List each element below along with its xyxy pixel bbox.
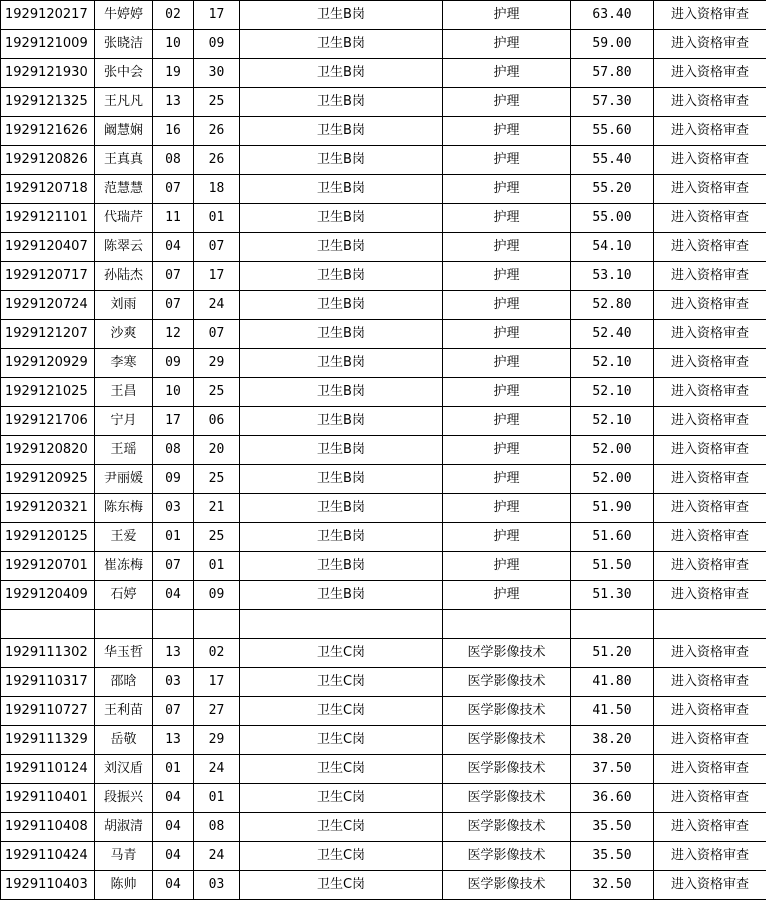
cell-major: 护理 [443,146,571,175]
cell-major: 护理 [443,407,571,436]
cell-status: 进入资格审查 [654,204,766,233]
cell-exam-id: 1929120925 [1,465,95,494]
cell-major: 护理 [443,523,571,552]
cell-post: 卫生B岗 [240,204,443,233]
cell-name: 陈帅 [95,871,153,900]
table-row [1,117,766,146]
cell-name: 王真真 [95,146,153,175]
cell-name: 张中会 [95,59,153,88]
table-row [1,581,766,610]
cell-room: 08 [153,146,194,175]
cell-status: 进入资格审查 [654,291,766,320]
cell-status: 进入资格审查 [654,465,766,494]
cell-room [153,610,194,639]
cell-status: 进入资格审查 [654,233,766,262]
cell-score: 55.20 [571,175,654,204]
cell-score: 55.00 [571,204,654,233]
cell-seat: 02 [194,639,240,668]
cell-score: 51.90 [571,494,654,523]
cell-major: 护理 [443,581,571,610]
cell-seat: 01 [194,204,240,233]
cell-exam-id [1,610,95,639]
cell-exam-id: 1929110424 [1,842,95,871]
cell-major: 医学影像技术 [443,668,571,697]
cell-post: 卫生B岗 [240,59,443,88]
cell-major: 护理 [443,233,571,262]
cell-exam-id: 1929111329 [1,726,95,755]
cell-major: 护理 [443,262,571,291]
cell-room: 07 [153,697,194,726]
cell-status: 进入资格审查 [654,494,766,523]
cell-major: 护理 [443,465,571,494]
cell-score: 52.80 [571,291,654,320]
cell-status: 进入资格审查 [654,697,766,726]
cell-post: 卫生B岗 [240,378,443,407]
cell-seat: 25 [194,378,240,407]
cell-room: 02 [153,1,194,30]
table-row [1,291,766,320]
cell-post: 卫生B岗 [240,30,443,59]
cell-post: 卫生C岗 [240,842,443,871]
cell-post [240,610,443,639]
cell-room: 04 [153,233,194,262]
cell-seat: 07 [194,233,240,262]
cell-post: 卫生C岗 [240,668,443,697]
cell-seat: 03 [194,871,240,900]
cell-exam-id: 1929111302 [1,639,95,668]
cell-exam-id: 1929120125 [1,523,95,552]
cell-status: 进入资格审查 [654,871,766,900]
cell-major: 医学影像技术 [443,755,571,784]
cell-post: 卫生B岗 [240,407,443,436]
cell-room: 07 [153,291,194,320]
cell-seat [194,610,240,639]
cell-score: 38.20 [571,726,654,755]
cell-seat: 24 [194,842,240,871]
cell-exam-id: 1929121025 [1,378,95,407]
cell-name: 胡淑清 [95,813,153,842]
cell-seat: 07 [194,320,240,349]
cell-major: 护理 [443,320,571,349]
cell-score: 59.00 [571,30,654,59]
cell-score: 35.50 [571,842,654,871]
cell-exam-id: 1929121930 [1,59,95,88]
cell-post: 卫生C岗 [240,639,443,668]
cell-room: 16 [153,117,194,146]
cell-seat: 09 [194,30,240,59]
cell-seat: 27 [194,697,240,726]
cell-exam-id: 1929120826 [1,146,95,175]
table-row [1,30,766,59]
cell-seat: 25 [194,523,240,552]
cell-name: 范慧慧 [95,175,153,204]
cell-major: 护理 [443,494,571,523]
cell-name: 王利苗 [95,697,153,726]
cell-name: 尹丽媛 [95,465,153,494]
table-row [1,465,766,494]
cell-name: 华玉哲 [95,639,153,668]
table-row [1,407,766,436]
cell-score: 52.00 [571,465,654,494]
cell-status: 进入资格审查 [654,523,766,552]
cell-room: 03 [153,494,194,523]
cell-major: 医学影像技术 [443,697,571,726]
cell-status: 进入资格审查 [654,784,766,813]
cell-exam-id: 1929120407 [1,233,95,262]
table-row [1,175,766,204]
cell-exam-id: 1929110408 [1,813,95,842]
cell-post: 卫生C岗 [240,726,443,755]
cell-status: 进入资格审查 [654,1,766,30]
cell-room: 13 [153,88,194,117]
cell-post: 卫生B岗 [240,233,443,262]
cell-status: 进入资格审查 [654,175,766,204]
cell-exam-id: 1929120718 [1,175,95,204]
table-row [1,784,766,813]
cell-score: 52.00 [571,436,654,465]
cell-score: 52.10 [571,349,654,378]
cell-room: 11 [153,204,194,233]
cell-seat: 17 [194,1,240,30]
cell-seat: 29 [194,726,240,755]
cell-post: 卫生B岗 [240,349,443,378]
cell-major [443,610,571,639]
cell-exam-id: 1929121009 [1,30,95,59]
table-row [1,233,766,262]
cell-exam-id: 1929120217 [1,1,95,30]
cell-major: 医学影像技术 [443,726,571,755]
cell-exam-id: 1929121101 [1,204,95,233]
cell-status: 进入资格审查 [654,639,766,668]
cell-exam-id: 1929120321 [1,494,95,523]
cell-post: 卫生B岗 [240,552,443,581]
cell-name: 宁月 [95,407,153,436]
cell-exam-id: 1929120820 [1,436,95,465]
cell-name: 孙陆杰 [95,262,153,291]
cell-exam-id: 1929120724 [1,291,95,320]
cell-major: 医学影像技术 [443,639,571,668]
table-row [1,842,766,871]
cell-status: 进入资格审查 [654,320,766,349]
table-row [1,494,766,523]
cell-score: 53.10 [571,262,654,291]
cell-major: 护理 [443,552,571,581]
cell-major: 护理 [443,117,571,146]
cell-room: 07 [153,262,194,291]
cell-post: 卫生C岗 [240,755,443,784]
cell-major: 护理 [443,291,571,320]
cell-exam-id: 1929120701 [1,552,95,581]
cell-major: 护理 [443,436,571,465]
cell-room: 07 [153,175,194,204]
cell-score: 51.30 [571,581,654,610]
cell-major: 护理 [443,349,571,378]
blank-separator-row [1,610,766,639]
cell-post: 卫生C岗 [240,871,443,900]
cell-name: 王瑶 [95,436,153,465]
cell-post: 卫生B岗 [240,262,443,291]
cell-status: 进入资格审查 [654,436,766,465]
cell-room: 04 [153,813,194,842]
table-row [1,697,766,726]
cell-exam-id: 1929120929 [1,349,95,378]
cell-post: 卫生B岗 [240,465,443,494]
cell-name: 王爱 [95,523,153,552]
cell-seat: 18 [194,175,240,204]
cell-seat: 29 [194,349,240,378]
cell-status: 进入资格审查 [654,407,766,436]
cell-name: 陈翠云 [95,233,153,262]
cell-seat: 01 [194,784,240,813]
table-row [1,59,766,88]
cell-exam-id: 1929121207 [1,320,95,349]
table-row [1,552,766,581]
cell-status: 进入资格审查 [654,813,766,842]
cell-room: 04 [153,581,194,610]
cell-room: 04 [153,871,194,900]
cell-exam-id: 1929120409 [1,581,95,610]
cell-score: 51.60 [571,523,654,552]
cell-status: 进入资格审查 [654,552,766,581]
table-row [1,146,766,175]
cell-room: 13 [153,639,194,668]
cell-major: 医学影像技术 [443,842,571,871]
cell-exam-id: 1929110124 [1,755,95,784]
cell-name: 邵晗 [95,668,153,697]
cell-room: 03 [153,668,194,697]
cell-score: 36.60 [571,784,654,813]
cell-seat: 26 [194,146,240,175]
cell-room: 07 [153,552,194,581]
cell-major: 护理 [443,378,571,407]
cell-score: 37.50 [571,755,654,784]
cell-seat: 09 [194,581,240,610]
cell-post: 卫生B岗 [240,117,443,146]
cell-status: 进入资格审查 [654,146,766,175]
cell-post: 卫生B岗 [240,320,443,349]
table-row [1,88,766,117]
cell-name: 刘汉盾 [95,755,153,784]
cell-name [95,610,153,639]
cell-name: 陈东梅 [95,494,153,523]
cell-room: 04 [153,842,194,871]
table-row [1,755,766,784]
cell-post: 卫生B岗 [240,523,443,552]
cell-major: 护理 [443,175,571,204]
cell-score: 57.80 [571,59,654,88]
cell-score [571,610,654,639]
cell-exam-id: 1929121626 [1,117,95,146]
cell-status: 进入资格审查 [654,726,766,755]
cell-status: 进入资格审查 [654,349,766,378]
cell-status: 进入资格审查 [654,842,766,871]
cell-status: 进入资格审查 [654,262,766,291]
cell-major: 护理 [443,1,571,30]
cell-score: 63.40 [571,1,654,30]
cell-name: 沙爽 [95,320,153,349]
cell-exam-id: 1929110317 [1,668,95,697]
cell-room: 04 [153,784,194,813]
table-body [1,1,766,900]
table-row [1,523,766,552]
table-row [1,639,766,668]
cell-status: 进入资格审查 [654,378,766,407]
cell-exam-id: 1929120717 [1,262,95,291]
cell-room: 13 [153,726,194,755]
cell-post: 卫生B岗 [240,436,443,465]
cell-seat: 17 [194,668,240,697]
table-row [1,320,766,349]
cell-room: 19 [153,59,194,88]
cell-name: 马青 [95,842,153,871]
cell-major: 医学影像技术 [443,871,571,900]
cell-room: 08 [153,436,194,465]
cell-post: 卫生B岗 [240,1,443,30]
table-row [1,436,766,465]
cell-name: 崔冻梅 [95,552,153,581]
cell-score: 55.60 [571,117,654,146]
cell-post: 卫生B岗 [240,146,443,175]
cell-score: 41.80 [571,668,654,697]
cell-seat: 01 [194,552,240,581]
cell-post: 卫生B岗 [240,581,443,610]
cell-seat: 17 [194,262,240,291]
table-row [1,349,766,378]
cell-post: 卫生C岗 [240,697,443,726]
cell-seat: 30 [194,59,240,88]
cell-status: 进入资格审查 [654,755,766,784]
cell-post: 卫生B岗 [240,494,443,523]
cell-major: 护理 [443,88,571,117]
cell-name: 张晓洁 [95,30,153,59]
cell-name: 王凡凡 [95,88,153,117]
cell-score: 52.10 [571,407,654,436]
cell-name: 段振兴 [95,784,153,813]
cell-room: 12 [153,320,194,349]
cell-score: 55.40 [571,146,654,175]
table-row [1,204,766,233]
cell-major: 护理 [443,204,571,233]
table-row [1,813,766,842]
cell-post: 卫生B岗 [240,88,443,117]
cell-name: 石婷 [95,581,153,610]
cell-room: 09 [153,349,194,378]
cell-seat: 24 [194,291,240,320]
cell-seat: 26 [194,117,240,146]
cell-seat: 08 [194,813,240,842]
cell-status: 进入资格审查 [654,668,766,697]
cell-status [654,610,766,639]
cell-score: 51.50 [571,552,654,581]
cell-room: 01 [153,523,194,552]
cell-post: 卫生C岗 [240,784,443,813]
cell-name: 牛婷婷 [95,1,153,30]
cell-room: 09 [153,465,194,494]
cell-seat: 06 [194,407,240,436]
cell-score: 41.50 [571,697,654,726]
cell-exam-id: 1929121706 [1,407,95,436]
cell-major: 医学影像技术 [443,784,571,813]
cell-exam-id: 1929110401 [1,784,95,813]
cell-score: 57.30 [571,88,654,117]
cell-status: 进入资格审查 [654,88,766,117]
table-row [1,378,766,407]
table-row [1,1,766,30]
cell-major: 护理 [443,59,571,88]
cell-score: 32.50 [571,871,654,900]
cell-name: 阚慧娴 [95,117,153,146]
cell-room: 01 [153,755,194,784]
cell-room: 10 [153,378,194,407]
cell-score: 52.40 [571,320,654,349]
cell-room: 17 [153,407,194,436]
cell-post: 卫生B岗 [240,175,443,204]
cell-post: 卫生B岗 [240,291,443,320]
cell-seat: 21 [194,494,240,523]
cell-score: 52.10 [571,378,654,407]
cell-seat: 20 [194,436,240,465]
cell-major: 医学影像技术 [443,813,571,842]
table-row [1,871,766,900]
cell-major: 护理 [443,30,571,59]
cell-exam-id: 1929121325 [1,88,95,117]
cell-seat: 24 [194,755,240,784]
cell-status: 进入资格审查 [654,581,766,610]
cell-name: 代瑞芹 [95,204,153,233]
cell-status: 进入资格审查 [654,30,766,59]
table-row [1,262,766,291]
cell-name: 李寒 [95,349,153,378]
cell-score: 54.10 [571,233,654,262]
cell-name: 刘雨 [95,291,153,320]
cell-name: 岳敬 [95,726,153,755]
cell-status: 进入资格审查 [654,59,766,88]
cell-status: 进入资格审查 [654,117,766,146]
cell-score: 35.50 [571,813,654,842]
cell-post: 卫生C岗 [240,813,443,842]
cell-score: 51.20 [571,639,654,668]
table-row [1,726,766,755]
cell-exam-id: 1929110727 [1,697,95,726]
cell-seat: 25 [194,465,240,494]
cell-seat: 25 [194,88,240,117]
cell-exam-id: 1929110403 [1,871,95,900]
cell-room: 10 [153,30,194,59]
table-row [1,668,766,697]
cell-name: 王昌 [95,378,153,407]
